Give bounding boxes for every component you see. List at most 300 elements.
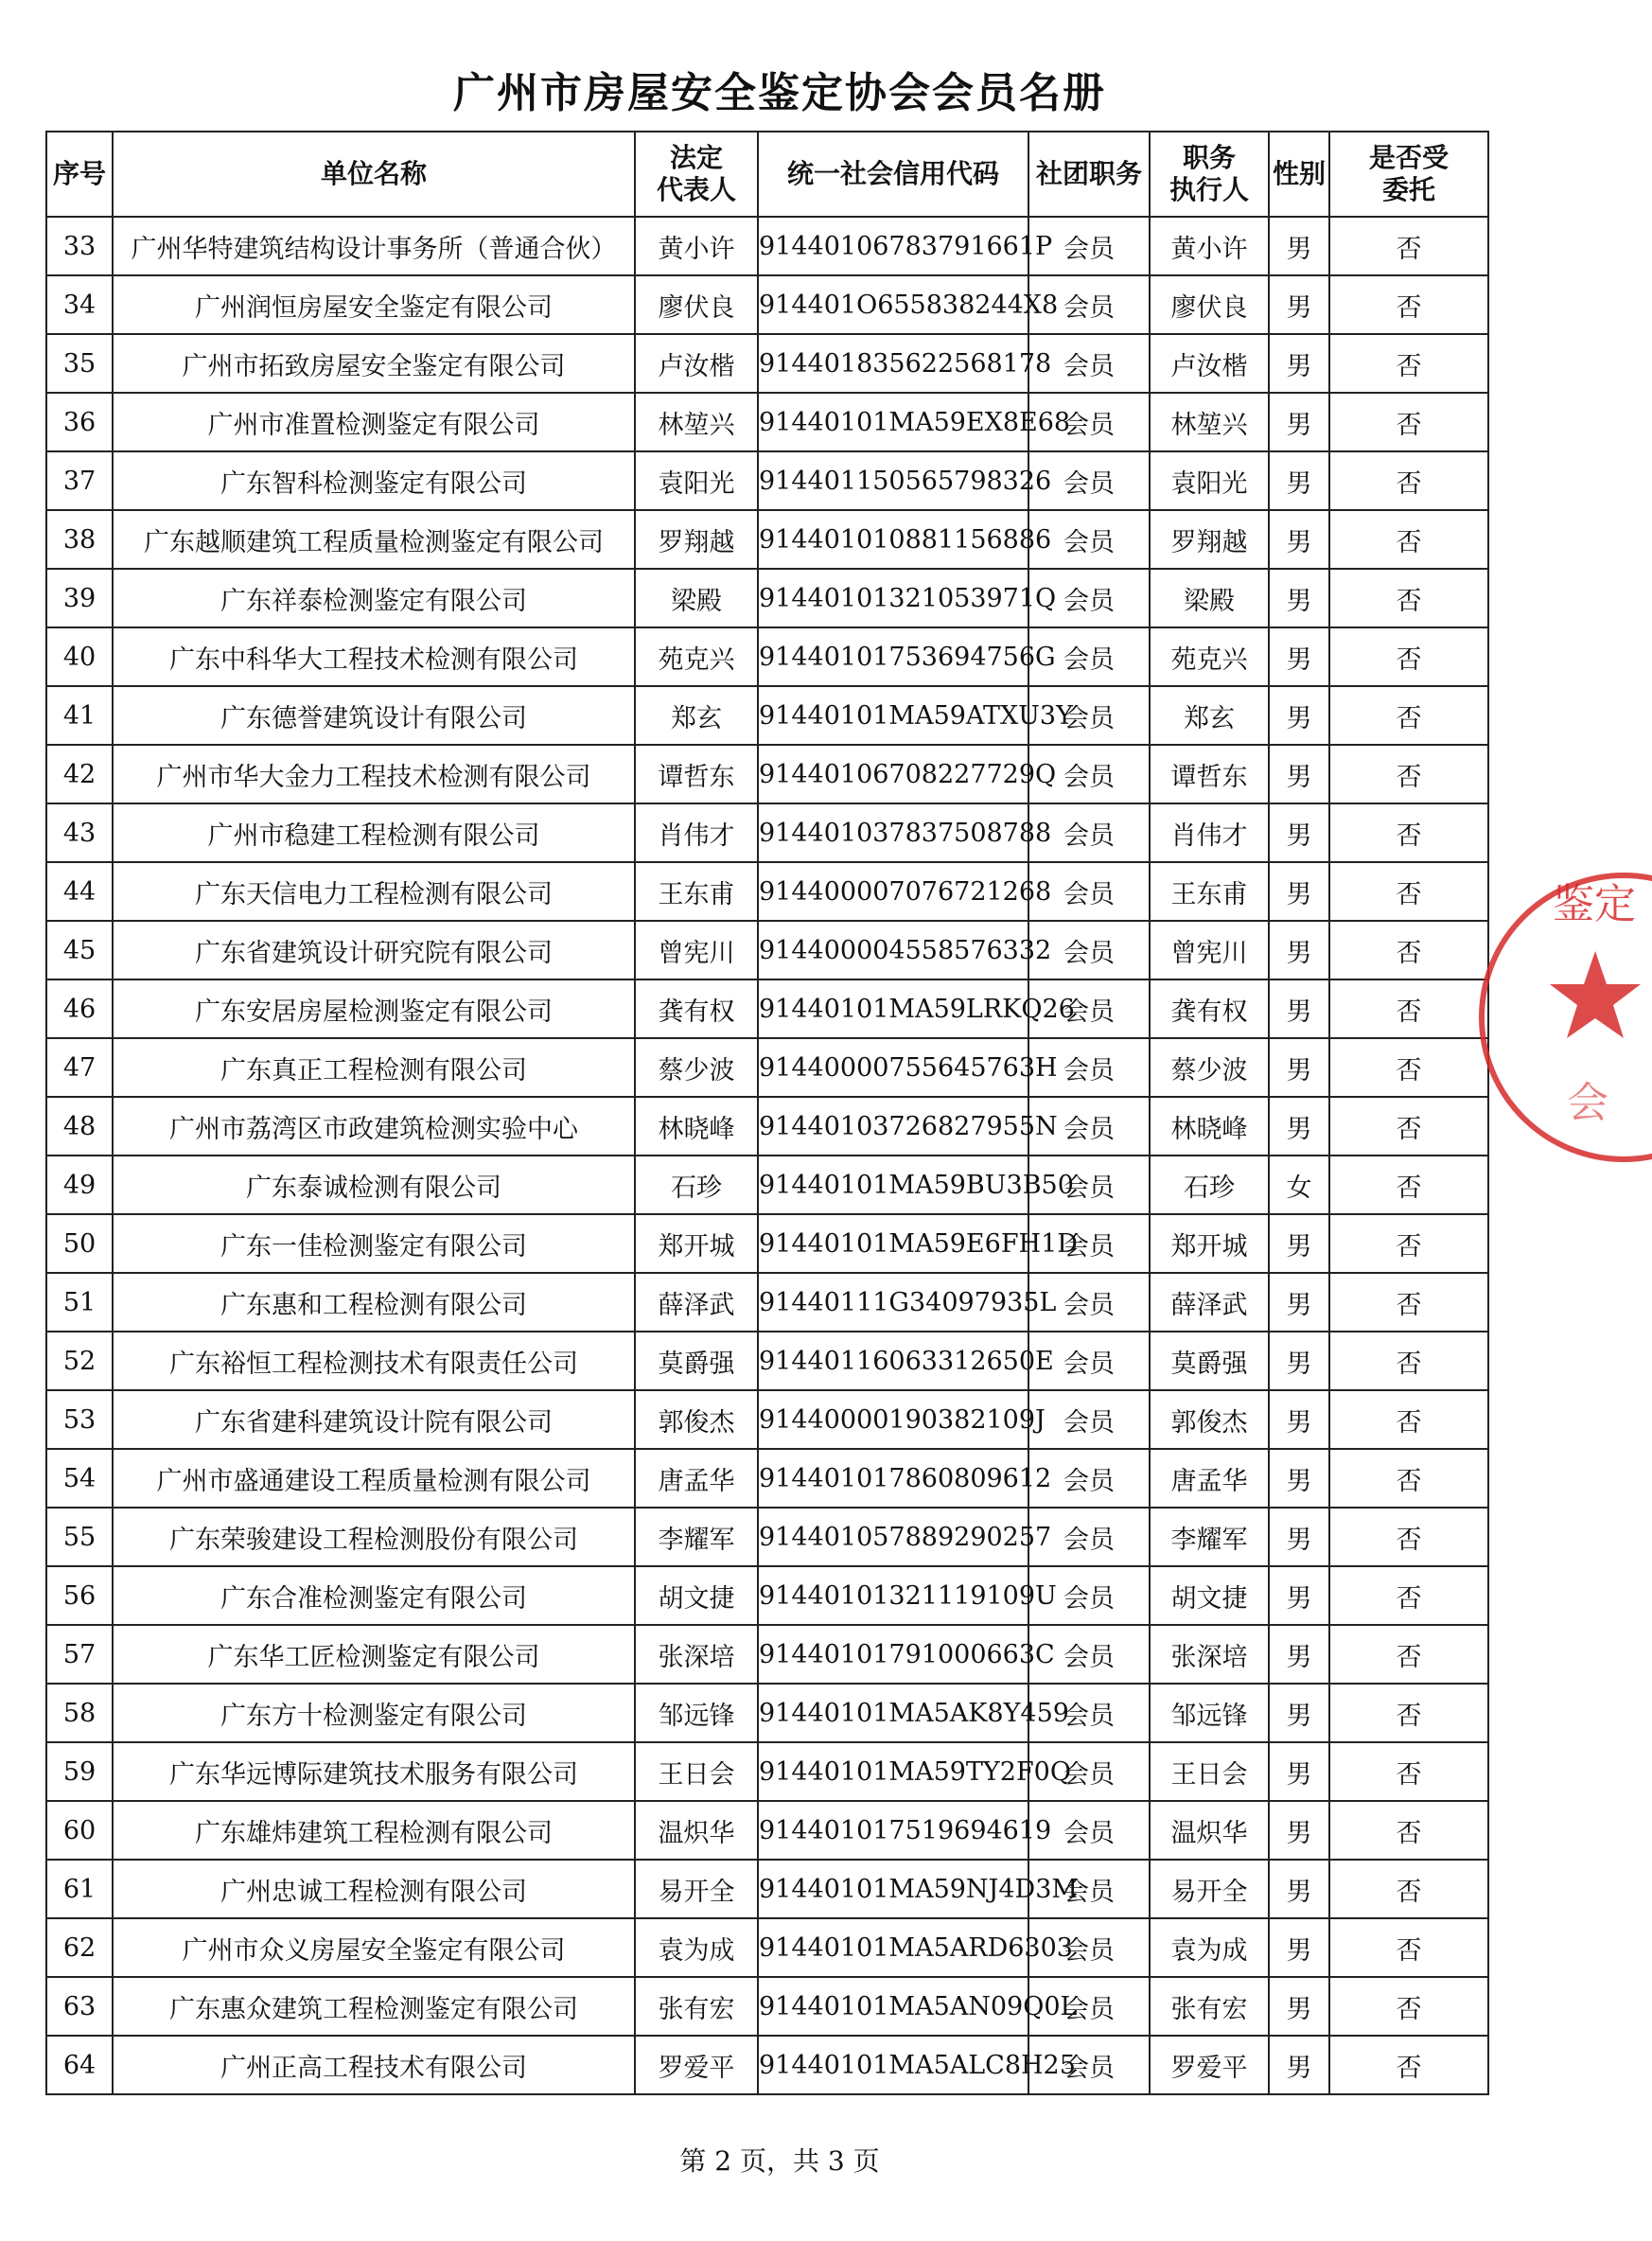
cell-credit-code: 91440101791000663C: [758, 1625, 1028, 1684]
cell-entrusted: 否: [1329, 1332, 1488, 1390]
cell-credit-code: 914401057889290257: [758, 1508, 1028, 1566]
cell-legal-representative: 曾宪川: [635, 921, 758, 979]
cell-legal-representative: 王日会: [635, 1742, 758, 1801]
cell-unit-name: 广东祥泰检测鉴定有限公司: [113, 569, 635, 627]
table-row: [46, 217, 1488, 275]
cell-association-role: 会员: [1028, 1390, 1150, 1449]
cell-gender: 男: [1269, 1918, 1329, 1977]
cell-index: 51: [46, 1273, 113, 1332]
cell-entrusted: 否: [1329, 393, 1488, 451]
cell-gender: 男: [1269, 393, 1329, 451]
cell-legal-representative: 罗翔越: [635, 510, 758, 569]
table-row: [46, 393, 1488, 451]
cell-index: 52: [46, 1332, 113, 1390]
cell-credit-code: 91440101MA59LRKQ26: [758, 979, 1028, 1038]
table-row: [46, 1390, 1488, 1449]
table-row: [46, 862, 1488, 921]
cell-unit-name: 广州市拓致房屋安全鉴定有限公司: [113, 334, 635, 393]
cell-association-role: 会员: [1028, 627, 1150, 686]
cell-index: 58: [46, 1684, 113, 1742]
cell-executive: 蔡少波: [1150, 1038, 1269, 1097]
cell-credit-code: 914401150565798326: [758, 451, 1028, 510]
cell-gender: 男: [1269, 275, 1329, 334]
cell-credit-code: 91440101753694756G: [758, 627, 1028, 686]
cell-unit-name: 广东省建科建筑设计院有限公司: [113, 1390, 635, 1449]
cell-legal-representative: 胡文捷: [635, 1566, 758, 1625]
cell-legal-representative: 黄小许: [635, 217, 758, 275]
cell-index: 34: [46, 275, 113, 334]
cell-unit-name: 广州市盛通建设工程质量检测有限公司: [113, 1449, 635, 1508]
cell-association-role: 会员: [1028, 334, 1150, 393]
cell-executive: 林晓峰: [1150, 1097, 1269, 1156]
table-row: [46, 1449, 1488, 1508]
cell-index: 35: [46, 334, 113, 393]
cell-gender: 男: [1269, 1801, 1329, 1860]
table-row: [46, 1801, 1488, 1860]
cell-credit-code: 914400004558576332: [758, 921, 1028, 979]
cell-credit-code: 91440101MA5ALC8H25: [758, 2036, 1028, 2094]
cell-credit-code: 91440000755645763H: [758, 1038, 1028, 1097]
cell-index: 56: [46, 1566, 113, 1625]
cell-gender: 男: [1269, 1566, 1329, 1625]
cell-entrusted: 否: [1329, 569, 1488, 627]
cell-executive: 张有宏: [1150, 1977, 1269, 2036]
cell-index: 48: [46, 1097, 113, 1156]
cell-entrusted: 否: [1329, 510, 1488, 569]
cell-executive: 温炽华: [1150, 1801, 1269, 1860]
cell-legal-representative: 蔡少波: [635, 1038, 758, 1097]
cell-executive: 黄小许: [1150, 217, 1269, 275]
cell-index: 50: [46, 1214, 113, 1273]
cell-unit-name: 广州市众义房屋安全鉴定有限公司: [113, 1918, 635, 1977]
cell-unit-name: 广东一佳检测鉴定有限公司: [113, 1214, 635, 1273]
table-row: [46, 1332, 1488, 1390]
cell-legal-representative: 薛泽武: [635, 1273, 758, 1332]
cell-unit-name: 广东华工匠检测鉴定有限公司: [113, 1625, 635, 1684]
cell-index: 57: [46, 1625, 113, 1684]
cell-executive: 莫爵强: [1150, 1332, 1269, 1390]
cell-gender: 男: [1269, 451, 1329, 510]
cell-index: 60: [46, 1801, 113, 1860]
table-row: [46, 745, 1488, 803]
cell-association-role: 会员: [1028, 451, 1150, 510]
cell-entrusted: 否: [1329, 334, 1488, 393]
table-row: [46, 1038, 1488, 1097]
cell-unit-name: 广东天信电力工程检测有限公司: [113, 862, 635, 921]
table-row: [46, 1214, 1488, 1273]
cell-index: 45: [46, 921, 113, 979]
cell-index: 49: [46, 1156, 113, 1214]
cell-legal-representative: 唐孟华: [635, 1449, 758, 1508]
cell-executive: 龚有权: [1150, 979, 1269, 1038]
cell-executive: 唐孟华: [1150, 1449, 1269, 1508]
cell-legal-representative: 林晓峰: [635, 1097, 758, 1156]
header-legal-representative: 法定 代表人: [635, 132, 758, 217]
cell-association-role: 会员: [1028, 686, 1150, 745]
cell-association-role: 会员: [1028, 2036, 1150, 2094]
cell-executive: 曾宪川: [1150, 921, 1269, 979]
cell-entrusted: 否: [1329, 1214, 1488, 1273]
cell-executive: 梁殿: [1150, 569, 1269, 627]
cell-legal-representative: 袁阳光: [635, 451, 758, 510]
cell-association-role: 会员: [1028, 1156, 1150, 1214]
cell-unit-name: 广东裕恒工程检测技术有限责任公司: [113, 1332, 635, 1390]
cell-index: 39: [46, 569, 113, 627]
member-roster-table: [45, 131, 1489, 2095]
cell-legal-representative: 卢汝楷: [635, 334, 758, 393]
cell-entrusted: 否: [1329, 1273, 1488, 1332]
cell-legal-representative: 邹远锋: [635, 1684, 758, 1742]
cell-unit-name: 广东越顺建筑工程质量检测鉴定有限公司: [113, 510, 635, 569]
cell-entrusted: 否: [1329, 1390, 1488, 1449]
cell-credit-code: 91440101321119109U: [758, 1566, 1028, 1625]
cell-index: 62: [46, 1918, 113, 1977]
cell-association-role: 会员: [1028, 1332, 1150, 1390]
cell-index: 55: [46, 1508, 113, 1566]
cell-legal-representative: 张深培: [635, 1625, 758, 1684]
cell-credit-code: 91440106783791661P: [758, 217, 1028, 275]
cell-gender: 男: [1269, 510, 1329, 569]
cell-unit-name: 广州市荔湾区市政建筑检测实验中心: [113, 1097, 635, 1156]
cell-gender: 男: [1269, 1860, 1329, 1918]
cell-gender: 男: [1269, 1390, 1329, 1449]
cell-entrusted: 否: [1329, 686, 1488, 745]
cell-gender: 男: [1269, 686, 1329, 745]
cell-entrusted: 否: [1329, 1977, 1488, 2036]
official-seal-stamp: [1463, 861, 1652, 1173]
cell-executive: 苑克兴: [1150, 627, 1269, 686]
cell-index: 46: [46, 979, 113, 1038]
cell-credit-code: 914401017519694619: [758, 1801, 1028, 1860]
cell-unit-name: 广东华远博际建筑技术服务有限公司: [113, 1742, 635, 1801]
table-row: [46, 334, 1488, 393]
table-row: [46, 979, 1488, 1038]
cell-entrusted: 否: [1329, 921, 1488, 979]
cell-executive: 袁阳光: [1150, 451, 1269, 510]
cell-gender: 男: [1269, 217, 1329, 275]
table-header-row: [46, 132, 1488, 217]
cell-legal-representative: 谭哲东: [635, 745, 758, 803]
cell-index: 40: [46, 627, 113, 686]
cell-association-role: 会员: [1028, 921, 1150, 979]
cell-gender: 男: [1269, 1273, 1329, 1332]
cell-association-role: 会员: [1028, 217, 1150, 275]
cell-association-role: 会员: [1028, 1801, 1150, 1860]
header-credit-code: 统一社会信用代码: [758, 132, 1028, 217]
cell-entrusted: 否: [1329, 1684, 1488, 1742]
cell-executive: 石珍: [1150, 1156, 1269, 1214]
cell-index: 61: [46, 1860, 113, 1918]
cell-gender: 男: [1269, 1977, 1329, 2036]
cell-entrusted: 否: [1329, 1508, 1488, 1566]
cell-credit-code: 91440101MA59NJ4D3M: [758, 1860, 1028, 1918]
cell-association-role: 会员: [1028, 1918, 1150, 1977]
cell-entrusted: 否: [1329, 451, 1488, 510]
table-row: [46, 510, 1488, 569]
cell-legal-representative: 郑玄: [635, 686, 758, 745]
cell-executive: 郭俊杰: [1150, 1390, 1269, 1449]
header-unit-name: 单位名称: [113, 132, 635, 217]
cell-legal-representative: 袁为成: [635, 1918, 758, 1977]
table-row: [46, 686, 1488, 745]
cell-gender: 男: [1269, 979, 1329, 1038]
cell-gender: 男: [1269, 569, 1329, 627]
cell-executive: 张深培: [1150, 1625, 1269, 1684]
cell-association-role: 会员: [1028, 510, 1150, 569]
table-row: [46, 1684, 1488, 1742]
cell-gender: 男: [1269, 1214, 1329, 1273]
cell-association-role: 会员: [1028, 1566, 1150, 1625]
cell-executive: 卢汝楷: [1150, 334, 1269, 393]
cell-executive: 肖伟才: [1150, 803, 1269, 862]
cell-unit-name: 广州市稳建工程检测有限公司: [113, 803, 635, 862]
cell-association-role: 会员: [1028, 862, 1150, 921]
cell-credit-code: 91440101MA59ATXU3Y: [758, 686, 1028, 745]
cell-executive: 郑玄: [1150, 686, 1269, 745]
cell-gender: 男: [1269, 1508, 1329, 1566]
cell-legal-representative: 王东甫: [635, 862, 758, 921]
cell-unit-name: 广州润恒房屋安全鉴定有限公司: [113, 275, 635, 334]
cell-gender: 男: [1269, 1742, 1329, 1801]
cell-entrusted: 否: [1329, 1918, 1488, 1977]
cell-entrusted: 否: [1329, 627, 1488, 686]
cell-index: 59: [46, 1742, 113, 1801]
cell-entrusted: 否: [1329, 745, 1488, 803]
cell-executive: 谭哲东: [1150, 745, 1269, 803]
cell-entrusted: 否: [1329, 1625, 1488, 1684]
cell-association-role: 会员: [1028, 1214, 1150, 1273]
table-row: [46, 1625, 1488, 1684]
cell-credit-code: 91440101MA5AN09Q0L: [758, 1977, 1028, 2036]
cell-executive: 李耀军: [1150, 1508, 1269, 1566]
cell-credit-code: 914401O655838244X8: [758, 275, 1028, 334]
cell-credit-code: 91440101MA59E6FH1D: [758, 1214, 1028, 1273]
cell-gender: 男: [1269, 1684, 1329, 1742]
cell-legal-representative: 张有宏: [635, 1977, 758, 2036]
cell-unit-name: 广东中科华大工程技术检测有限公司: [113, 627, 635, 686]
cell-credit-code: 914400007076721268: [758, 862, 1028, 921]
cell-gender: 男: [1269, 1097, 1329, 1156]
cell-credit-code: 914401037837508788: [758, 803, 1028, 862]
cell-gender: 男: [1269, 803, 1329, 862]
cell-entrusted: 否: [1329, 979, 1488, 1038]
cell-association-role: 会员: [1028, 1860, 1150, 1918]
cell-executive: 罗爱平: [1150, 2036, 1269, 2094]
cell-association-role: 会员: [1028, 979, 1150, 1038]
header-entrusted: 是否受 委托: [1329, 132, 1488, 217]
table-row: [46, 803, 1488, 862]
cell-entrusted: 否: [1329, 1156, 1488, 1214]
table-row: [46, 1977, 1488, 2036]
header-index: 序号: [46, 132, 113, 217]
cell-executive: 罗翔越: [1150, 510, 1269, 569]
cell-gender: 男: [1269, 862, 1329, 921]
cell-gender: 男: [1269, 1038, 1329, 1097]
cell-executive: 胡文捷: [1150, 1566, 1269, 1625]
cell-entrusted: 否: [1329, 217, 1488, 275]
header-association-role: 社团职务: [1028, 132, 1150, 217]
cell-legal-representative: 郭俊杰: [635, 1390, 758, 1449]
cell-unit-name: 广东惠众建筑工程检测鉴定有限公司: [113, 1977, 635, 2036]
seal-text-bottom: 会: [1567, 1079, 1608, 1127]
cell-association-role: 会员: [1028, 275, 1150, 334]
cell-executive: 薛泽武: [1150, 1273, 1269, 1332]
cell-unit-name: 广东雄炜建筑工程检测有限公司: [113, 1801, 635, 1860]
cell-credit-code: 914401010881156886: [758, 510, 1028, 569]
table-row: [46, 1156, 1488, 1214]
cell-unit-name: 广东泰诚检测有限公司: [113, 1156, 635, 1214]
cell-entrusted: 否: [1329, 1038, 1488, 1097]
cell-entrusted: 否: [1329, 862, 1488, 921]
cell-entrusted: 否: [1329, 1742, 1488, 1801]
cell-credit-code: 914401017860809612: [758, 1449, 1028, 1508]
cell-index: 38: [46, 510, 113, 569]
table-row: [46, 1273, 1488, 1332]
cell-index: 41: [46, 686, 113, 745]
cell-association-role: 会员: [1028, 1625, 1150, 1684]
cell-credit-code: 91440103726827955N: [758, 1097, 1028, 1156]
cell-unit-name: 广州市华大金力工程技术检测有限公司: [113, 745, 635, 803]
cell-association-role: 会员: [1028, 1977, 1150, 2036]
cell-index: 64: [46, 2036, 113, 2094]
cell-credit-code: 91440116063312650E: [758, 1332, 1028, 1390]
cell-gender: 男: [1269, 1332, 1329, 1390]
cell-index: 37: [46, 451, 113, 510]
cell-credit-code: 91440111G34097935L: [758, 1273, 1028, 1332]
table-body: [46, 217, 1488, 2094]
cell-index: 44: [46, 862, 113, 921]
cell-association-role: 会员: [1028, 1449, 1150, 1508]
cell-legal-representative: 廖伏良: [635, 275, 758, 334]
cell-executive: 林堃兴: [1150, 393, 1269, 451]
cell-unit-name: 广东省建筑设计研究院有限公司: [113, 921, 635, 979]
cell-legal-representative: 林堃兴: [635, 393, 758, 451]
table-row: [46, 275, 1488, 334]
cell-executive: 王东甫: [1150, 862, 1269, 921]
cell-credit-code: 91440106708227729Q: [758, 745, 1028, 803]
cell-legal-representative: 李耀军: [635, 1508, 758, 1566]
cell-gender: 男: [1269, 1449, 1329, 1508]
cell-executive: 廖伏良: [1150, 275, 1269, 334]
cell-entrusted: 否: [1329, 1566, 1488, 1625]
cell-gender: 男: [1269, 921, 1329, 979]
cell-association-role: 会员: [1028, 803, 1150, 862]
cell-unit-name: 广州华特建筑结构设计事务所（普通合伙）: [113, 217, 635, 275]
cell-index: 63: [46, 1977, 113, 2036]
cell-unit-name: 广州忠诚工程检测有限公司: [113, 1860, 635, 1918]
table-row: [46, 627, 1488, 686]
cell-association-role: 会员: [1028, 1273, 1150, 1332]
table-row: [46, 1742, 1488, 1801]
table-row: [46, 921, 1488, 979]
cell-gender: 男: [1269, 745, 1329, 803]
table-row: [46, 1918, 1488, 1977]
cell-legal-representative: 石珍: [635, 1156, 758, 1214]
table-row: [46, 1097, 1488, 1156]
cell-executive: 易开全: [1150, 1860, 1269, 1918]
cell-unit-name: 广东荣骏建设工程检测股份有限公司: [113, 1508, 635, 1566]
cell-executive: 王日会: [1150, 1742, 1269, 1801]
page-indicator: 第 2 页，共 3 页: [679, 2145, 880, 2177]
cell-entrusted: 否: [1329, 2036, 1488, 2094]
cell-index: 42: [46, 745, 113, 803]
cell-legal-representative: 肖伟才: [635, 803, 758, 862]
cell-gender: 男: [1269, 1625, 1329, 1684]
cell-unit-name: 广东安居房屋检测鉴定有限公司: [113, 979, 635, 1038]
cell-unit-name: 广州市准置检测鉴定有限公司: [113, 393, 635, 451]
cell-index: 47: [46, 1038, 113, 1097]
cell-gender: 男: [1269, 2036, 1329, 2094]
cell-entrusted: 否: [1329, 803, 1488, 862]
cell-credit-code: 91440101321053971Q: [758, 569, 1028, 627]
cell-legal-representative: 莫爵强: [635, 1332, 758, 1390]
cell-credit-code: 91440101MA59EX8E68: [758, 393, 1028, 451]
cell-association-role: 会员: [1028, 1684, 1150, 1742]
cell-legal-representative: 罗爱平: [635, 2036, 758, 2094]
cell-unit-name: 广东智科检测鉴定有限公司: [113, 451, 635, 510]
cell-entrusted: 否: [1329, 1449, 1488, 1508]
cell-executive: 袁为成: [1150, 1918, 1269, 1977]
table-row: [46, 2036, 1488, 2094]
seal-text-top: 鉴定: [1553, 880, 1636, 928]
cell-index: 36: [46, 393, 113, 451]
cell-unit-name: 广东合准检测鉴定有限公司: [113, 1566, 635, 1625]
cell-executive: 郑开城: [1150, 1214, 1269, 1273]
header-gender: 性别: [1269, 132, 1329, 217]
cell-gender: 男: [1269, 627, 1329, 686]
cell-credit-code: 91440101MA5ARD6303: [758, 1918, 1028, 1977]
table-row: [46, 1566, 1488, 1625]
cell-legal-representative: 苑克兴: [635, 627, 758, 686]
cell-unit-name: 广东德誉建筑设计有限公司: [113, 686, 635, 745]
cell-credit-code: 914401835622568178: [758, 334, 1028, 393]
table-row: [46, 1508, 1488, 1566]
table-row: [46, 1860, 1488, 1918]
cell-legal-representative: 龚有权: [635, 979, 758, 1038]
cell-credit-code: 91440101MA59BU3B50: [758, 1156, 1028, 1214]
cell-association-role: 会员: [1028, 393, 1150, 451]
cell-credit-code: 91440101MA5AK8Y459: [758, 1684, 1028, 1742]
cell-credit-code: 91440000190382109J: [758, 1390, 1028, 1449]
cell-unit-name: 广州正高工程技术有限公司: [113, 2036, 635, 2094]
cell-association-role: 会员: [1028, 1038, 1150, 1097]
cell-unit-name: 广东真正工程检测有限公司: [113, 1038, 635, 1097]
cell-entrusted: 否: [1329, 275, 1488, 334]
cell-index: 53: [46, 1390, 113, 1449]
cell-entrusted: 否: [1329, 1097, 1488, 1156]
seal-star-icon: [1550, 951, 1641, 1038]
cell-legal-representative: 梁殿: [635, 569, 758, 627]
header-executive: 职务 执行人: [1150, 132, 1269, 217]
cell-association-role: 会员: [1028, 1097, 1150, 1156]
cell-gender: 男: [1269, 334, 1329, 393]
cell-index: 33: [46, 217, 113, 275]
cell-association-role: 会员: [1028, 569, 1150, 627]
cell-unit-name: 广东方十检测鉴定有限公司: [113, 1684, 635, 1742]
cell-entrusted: 否: [1329, 1860, 1488, 1918]
document-title: 广州市房屋安全鉴定协会会员名册: [453, 69, 1106, 117]
cell-association-role: 会员: [1028, 745, 1150, 803]
table-row: [46, 569, 1488, 627]
cell-legal-representative: 温炽华: [635, 1801, 758, 1860]
cell-executive: 邹远锋: [1150, 1684, 1269, 1742]
cell-legal-representative: 郑开城: [635, 1214, 758, 1273]
cell-index: 54: [46, 1449, 113, 1508]
cell-index: 43: [46, 803, 113, 862]
cell-legal-representative: 易开全: [635, 1860, 758, 1918]
cell-credit-code: 91440101MA59TY2F0Q: [758, 1742, 1028, 1801]
cell-unit-name: 广东惠和工程检测有限公司: [113, 1273, 635, 1332]
